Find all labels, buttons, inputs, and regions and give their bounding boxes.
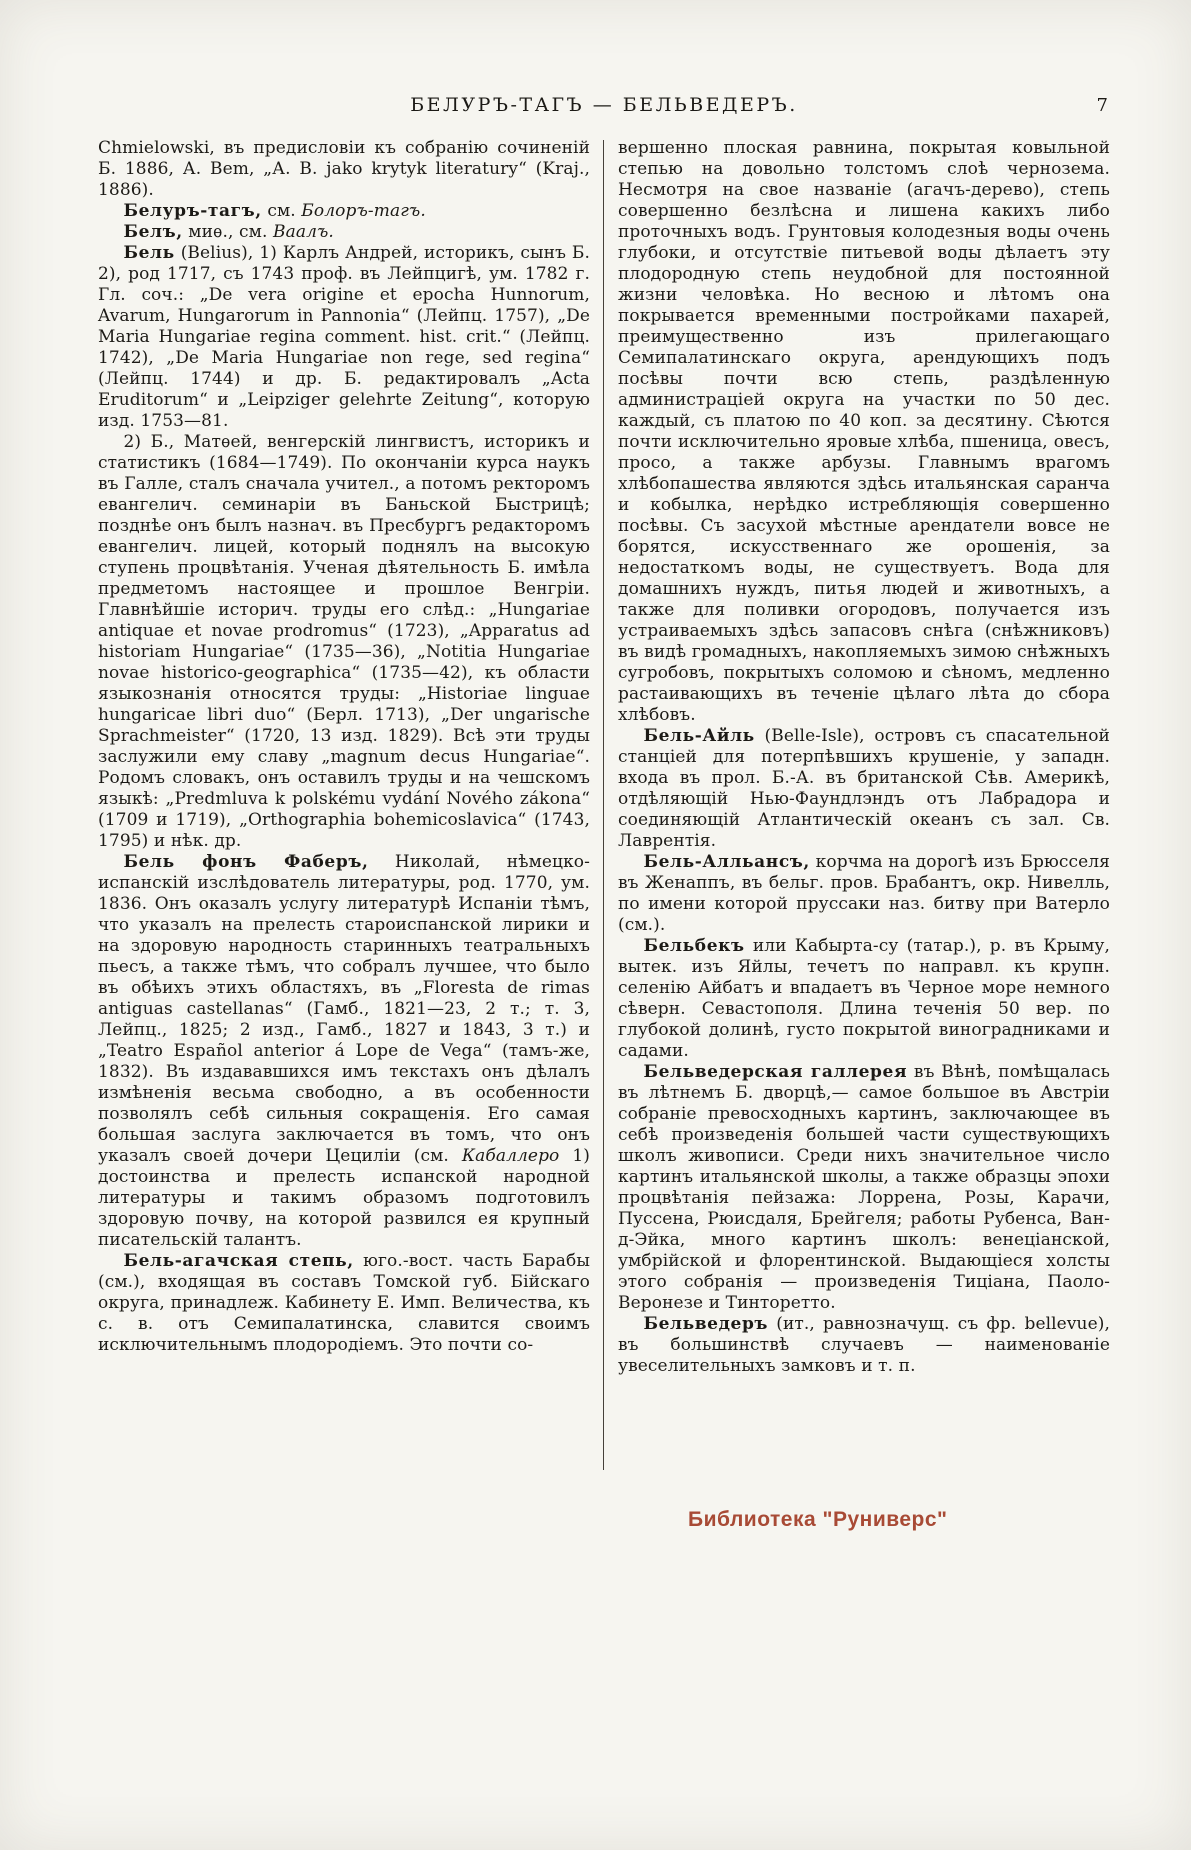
paragraph [98,243,590,432]
entry-term: Белъ, [123,222,183,242]
cross-reference: Кабаллеро [461,1146,560,1166]
paragraph [98,201,590,222]
cross-reference: Ваалъ. [273,222,334,242]
entry-term: Бель фонъ Фаберъ, [123,852,369,872]
text-segment: см. [261,201,302,221]
paragraph [618,1062,1110,1314]
entry-term: Бель-Алльансъ, [643,852,810,872]
text-segment: вершенно плоская равнина, покрытая ковыльной степью на довольно толстомъ слоѣ чернозема. Несмотря на свое названіе (агачъ-дерево), степь совершенно безлѣсна и лишена какихъ либо проточныхъ водъ. Грунтовыя колодезныя воды очень глубоки, и отсутствіе питьевой воды дѣлаетъ эту плодородную степь неудобной для постоянной жизни человѣка. Но весною и лѣтомъ она покрывается временными постройками пахарей, преимущественно изъ прилегающаго Семипалатинскаго округа, арендующихъ подъ посѣвы почти всю степь, раздѣленную администраціей округа на участки по 50 дес. каждый, съ платою по 40 коп. за десятину. Сѣются почти исключительно яровые хлѣба, пшеница, овесъ, просо, а также арбузы. Главнымъ врагомъ хлѣбопашества являются здѣсь итальянская саранча и кобылка, нерѣдко истребляющія совершенно посѣвы. Съ засухой мѣстные арендатели вовсе не борятся, искусственнаго же орошенія, за недостаткомъ воды, не существуетъ. Вода для домашнихъ нуждъ, питья людей и животныхъ, а также для поливки огородовъ, получается изъ устраиваемыхъ здѣсь запасовъ снѣга (снѣжниковъ) въ видѣ громадныхъ, накопляемыхъ зимою снѣжныхъ сугробовъ, покрытыхъ соломою и сѣномъ, медленно растаивающихъ въ теченіе цѣлаго лѣта до сбора хлѣбовъ. [618,138,1110,725]
paragraph [98,1251,590,1356]
paragraph [618,1314,1110,1377]
running-title: БЕЛУРЪ-ТАГЪ — БЕЛЬВЕДЕРЪ. [410,94,798,116]
entry-term: Бельведерская галлерея [643,1062,908,1082]
paragraph [98,222,590,243]
paragraph [98,852,590,1251]
paragraph [618,138,1110,726]
entry-term: Бельведеръ [643,1314,769,1334]
text-segment: миѳ., см. [182,222,274,242]
text-segment: въ Вѣнѣ, помѣщалась въ лѣтнемъ Б. дворцѣ,— самое большое въ Австріи собраніе превосходныхъ картинъ, заключающее въ себѣ произведенія большей части существующихъ школъ живописи. Среди нихъ значительное число картинъ итальянской школы, а также образцы эпохи процвѣтанія пейзажа: Лоррена, Розы, Карачи, Пуссена, Рюисдаля, Брейгеля; работы Рубенса, Ван-д-Эйка, много картинъ школъ: венеціанской, умбрійской и флорентинской. Выдающіеся холсты этого собранія — произведенія Тиціана, Паоло-Веронезе и Тинторетто. [618,1062,1110,1313]
entry-term: Бель [123,243,175,263]
text-segment: или Кабырта-су (татар.), р. въ Крыму, вытек. изъ Яйлы, течетъ по направл. къ крупн. селенію Айбатъ и впадаетъ въ Черное море немного сѣверн. Севастополя. Длина теченія 50 вер. по глубокой долинѣ, густо покрытой виноградниками и садами. [618,936,1110,1061]
paragraph [98,432,590,852]
entry-term: Бельбекъ [643,936,745,956]
left-column [98,138,590,1377]
text-segment: 1) достоинства и прелесть испанской народной литературы и такимъ образомъ подготовилъ здоровую почву, на которой развился ея крупный писательскій талантъ. [98,1146,590,1250]
text-segment: юго.-вост. часть Барабы (см.), входящая въ составъ Томской губ. Бійскаго округа, принадлеж. Кабинету Е. Имп. Величества, къ с. в. отъ Семипалатинска, славится своимъ исключительнымъ плодородіемъ. Это почти со- [98,1251,590,1355]
paragraph [618,726,1110,852]
page-header [98,94,1110,120]
text-segment: (Belius), 1) Карлъ Андрей, историкъ, сынъ Б. 2), род 1717, съ 1743 проф. въ Лейпцигѣ, ум. 1782 г. Гл. соч.: „De vera origine et epocha Hunnorum, Avarum, Hungarorum in Pannonia“ (Лейпц. 1757), „De Maria Hungariae regina comment. hist. crit.“ (Лейпц. 1742), „De Maria Hungariae non rege, sed regina“ (Лейпц. 1744) и др. Б. редактировалъ „Acta Eruditorum“ и „Leipziger gelehrte Zeitung“, которую изд. 1753—81. [98,243,590,431]
library-watermark: Библиотека "Руниверс" [688,1508,948,1531]
entry-term: Бель-Айль [643,726,755,746]
cross-reference: Болоръ-тагъ. [301,201,426,221]
entry-term: Бель-агачская степь, [123,1251,354,1271]
text-segment: Chmielowski, въ предисловіи къ собранію сочиненій Б. 1886, А. Bem, „А. B. jako krytyk literatury“ (Kraj., 1886). [98,138,590,200]
paragraph [98,138,590,201]
paragraph [618,852,1110,936]
paragraph [618,936,1110,1062]
column-divider [603,140,604,1470]
text-segment: 2) Б., Матѳей, венгерскій лингвистъ, историкъ и статистикъ (1684—1749). По окончаніи курса наукъ въ Галле, сталъ сначала учител., а потомъ ректоромъ евангелич. семинаріи въ Баньской Быстрицѣ; позднѣе онъ былъ назнач. въ Пресбургъ редакторомъ евангелич. лицей, который поднялъ на высокую ступень процвѣтанія. Ученая дѣятельность Б. имѣла предметомъ настоящее и прошлое Венгріи. Главнѣйшіе историч. труды его слѣд.: „Hungariae antiquae et novae prodromus“ (1723), „Apparatus ad historiam Hungariae“ (1735—36), „Notitia Hungariae novae historico-geographica“ (1735—42), къ области языкознанія относятся труды: „Historiae linguae hungaricae libri duo“ (Берл. 1713), „Der ungarische Sprachmeister“ (1720, 13 изд. 1829). Всѣ эти труды заслужили ему славу „magnum decus Hungariae“. Родомъ словакъ, онъ оставилъ труды и на чешскомъ языкѣ: „Predmluva k polskému vydání Nového zákona“ (1709 и 1719), „Orthographia bohemicoslavica“ (1743, 1795) и нѣк. др. [98,432,590,851]
text-segment: корчма на дорогѣ изъ Брюсселя въ Женаппъ, въ бельг. пров. Брабантъ, окр. Нивелль, по имени которой пруссаки наз. битву при Ватерло (см.). [618,852,1110,935]
right-column [618,138,1110,1377]
page-number: 7 [1096,95,1108,116]
entry-term: Белуръ-тагъ, [123,201,262,221]
text-columns [98,138,1110,1377]
text-segment: (ит., равнозначущ. съ фр. bellevue), въ большинствѣ случаевъ — наименованіе увеселительныхъ замковъ и т. п. [618,1314,1110,1376]
text-segment: (Belle-Isle), островъ съ спасательной станціей для потерпѣвшихъ крушеніе, у западн. входа въ прол. Б.-А. въ британской Сѣв. Америкѣ, отдѣляющій Нью-Фаундлэндъ отъ Лабрадора и соединяющій Атлантическій океанъ съ зал. Св. Лаврентія. [618,726,1110,851]
text-segment: Николай, нѣмецко-испанскій изслѣдователь литературы, род. 1770, ум. 1836. Онъ оказалъ услугу литературѣ Испаніи тѣмъ, что указалъ на прелесть староиспанской лирики и на здоровую народность старинныхъ театральныхъ пьесъ, а также тѣмъ, что собралъ лучшее, что было въ обѣихъ этихъ областяхъ, въ „Floresta de rimas antiguas castellanas“ (Гамб., 1821—23, 2 т.; т. 3, Лейпц., 1825; 2 изд., Гамб., 1827 и 1843, 3 т.) и „Teatro Español anterior á Lope de Vega“ (тамъ-же, 1832). Въ издававшихся имъ текстахъ онъ дѣлалъ измѣненія весьма свободно, а въ особенности позволялъ себѣ сильныя сокращенія. Его самая большая заслуга заключается въ томъ, что онъ указалъ своей дочери Цециліи (см. [98,852,590,1166]
